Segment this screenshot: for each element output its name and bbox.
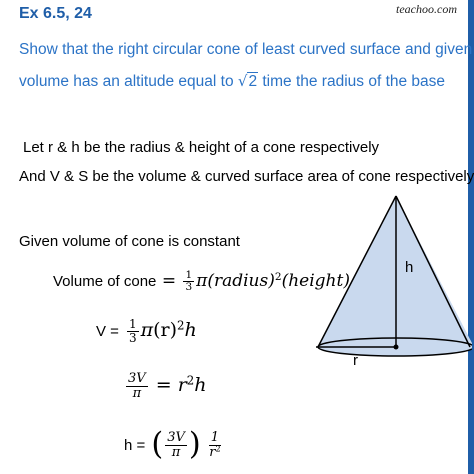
left-paren: ( [151,426,164,462]
numerator: 3V [128,371,146,386]
exponent: 2 [215,444,221,454]
height-label: h [405,259,414,276]
question-line-2 [19,72,445,91]
v-label: V = [96,323,119,341]
volume-label: Volume of cone [53,273,157,291]
pi-symbol: π [140,319,154,342]
cone-diagram [312,190,472,370]
let-statement: Let r & h be the radius & height of a cone respectively [23,139,380,156]
exponent: 2 [186,373,195,388]
exponent: 2 [177,318,185,333]
denominator: π [171,444,181,460]
given-statement: Given volume of cone is constant [19,233,240,250]
right-paren: ) [188,426,201,462]
numerator: 3V [167,430,185,445]
fraction-one-third [127,318,139,344]
fraction-one-over-r-squared [209,431,221,459]
question-line-2-end: time the radius of the base [258,73,446,90]
r-symbol: r [177,374,187,397]
exercise-title: Ex 6.5, 24 [19,5,92,22]
sqrt-symbol: √ [237,72,248,90]
h-term: h [184,319,197,342]
and-statement: And V & S be the volume & curved surface area of cone respectively [19,168,474,185]
volume-formula [53,270,350,293]
fraction-one-third [183,270,194,293]
equals-sign: = [155,374,172,397]
question-line-2-start: volume has an altitude equal to [19,73,238,90]
h-symbol: h [194,374,207,397]
denominator: 3 [185,281,193,294]
rearranged-equation [124,372,207,400]
numerator: 1 [185,269,193,281]
teachoo-logo: teachoo.com [396,2,457,16]
height-equation [124,426,223,462]
equals-sign: = [161,271,177,292]
h-label: h = [124,437,146,455]
r-symbol: r [209,444,216,460]
radius-label: r [353,352,358,369]
volume-equation [96,318,197,344]
denominator [209,446,221,460]
denominator: 3 [128,330,137,345]
height-term: (height) [281,271,350,292]
radius-term: (radius) [207,271,275,292]
base-center-dot [394,345,399,350]
fraction-3v-over-pi [126,372,148,400]
numerator: 1 [128,317,137,331]
cone-body [318,196,472,347]
denominator: π [132,385,142,401]
question-line-1: Show that the right circular cone of least curved surface and given [19,41,473,58]
fraction-3v-over-pi [165,431,187,459]
sqrt-radicand: 2 [248,73,258,90]
r-term: (r) [153,319,178,342]
exponent: 2 [274,271,282,284]
pi-symbol: π [196,271,208,292]
numerator: 1 [210,430,220,445]
